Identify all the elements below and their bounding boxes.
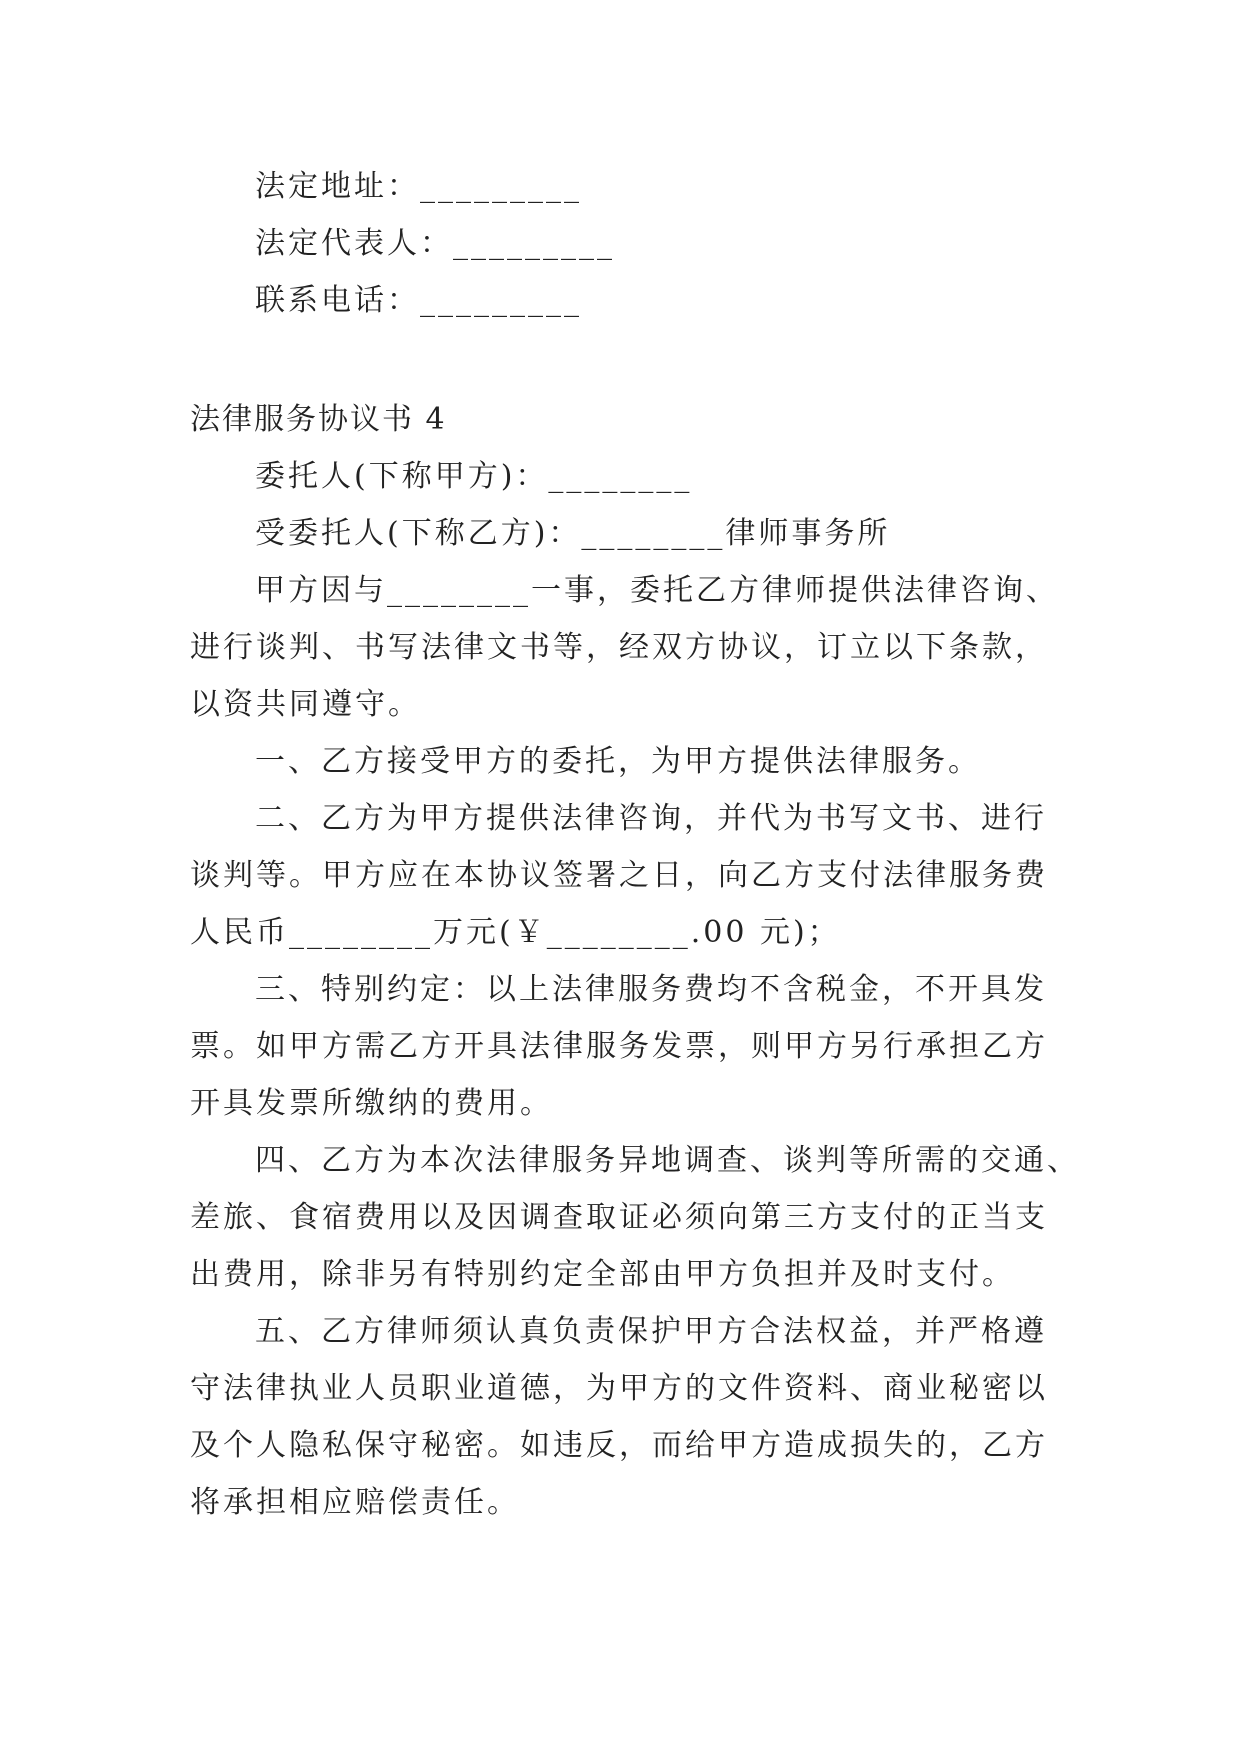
clause-4-line-1: 四、乙方为本次法律服务异地调查、谈判等所需的交通、 <box>255 1143 1080 1178</box>
document-title: 法律服务协议书 4 <box>190 402 447 437</box>
clause-3-line-1: 三、特别约定：以上法律服务费均不含税金，不开具发 <box>255 972 1047 1007</box>
clause-5-line-1: 五、乙方律师须认真负责保护甲方合法权益，并严格遵 <box>255 1314 1047 1349</box>
clause-2-line-2: 谈判等。甲方应在本协议签署之日，向乙方支付法律服务费 <box>190 858 1048 893</box>
client-line: 委托人(下称甲方)：________ <box>255 459 693 494</box>
legal-address-line: 法定地址：_________ <box>255 169 582 204</box>
clause-3-line-2: 票。如甲方需乙方开具法律服务发票，则甲方另行承担乙方 <box>190 1029 1048 1064</box>
paragraph-intro-line-3: 以资共同遵守。 <box>190 687 421 722</box>
clause-5-line-2: 守法律执业人员职业道德，为甲方的文件资料、商业秘密以 <box>190 1371 1048 1406</box>
clause-4-line-3: 出费用，除非另有特别约定全部由甲方负担并及时支付。 <box>190 1257 1015 1292</box>
trustee-line: 受委托人(下称乙方)：________律师事务所 <box>255 516 891 551</box>
contact-phone-line: 联系电话：_________ <box>255 283 582 318</box>
clause-1-line-1: 一、乙方接受甲方的委托，为甲方提供法律服务。 <box>255 744 981 779</box>
paragraph-intro-line-2: 进行谈判、书写法律文书等，经双方协议，订立以下条款， <box>190 630 1048 665</box>
legal-representative-line: 法定代表人：_________ <box>255 226 615 261</box>
clause-5-line-3: 及个人隐私保守秘密。如违反，而给甲方造成损失的，乙方 <box>190 1428 1048 1463</box>
clause-3-line-3: 开具发票所缴纳的费用。 <box>190 1086 553 1121</box>
clause-2-line-1: 二、乙方为甲方提供法律咨询，并代为书写文书、进行 <box>255 801 1047 836</box>
clause-5-line-4: 将承担相应赔偿责任。 <box>190 1485 520 1520</box>
paragraph-intro-line-1: 甲方因与________一事，委托乙方律师提供法律咨询、 <box>255 573 1059 608</box>
clause-2-line-3: 人民币________万元(￥________.00 元)； <box>190 915 841 950</box>
clause-4-line-2: 差旅、食宿费用以及因调查取证必须向第三方支付的正当支 <box>190 1200 1048 1235</box>
